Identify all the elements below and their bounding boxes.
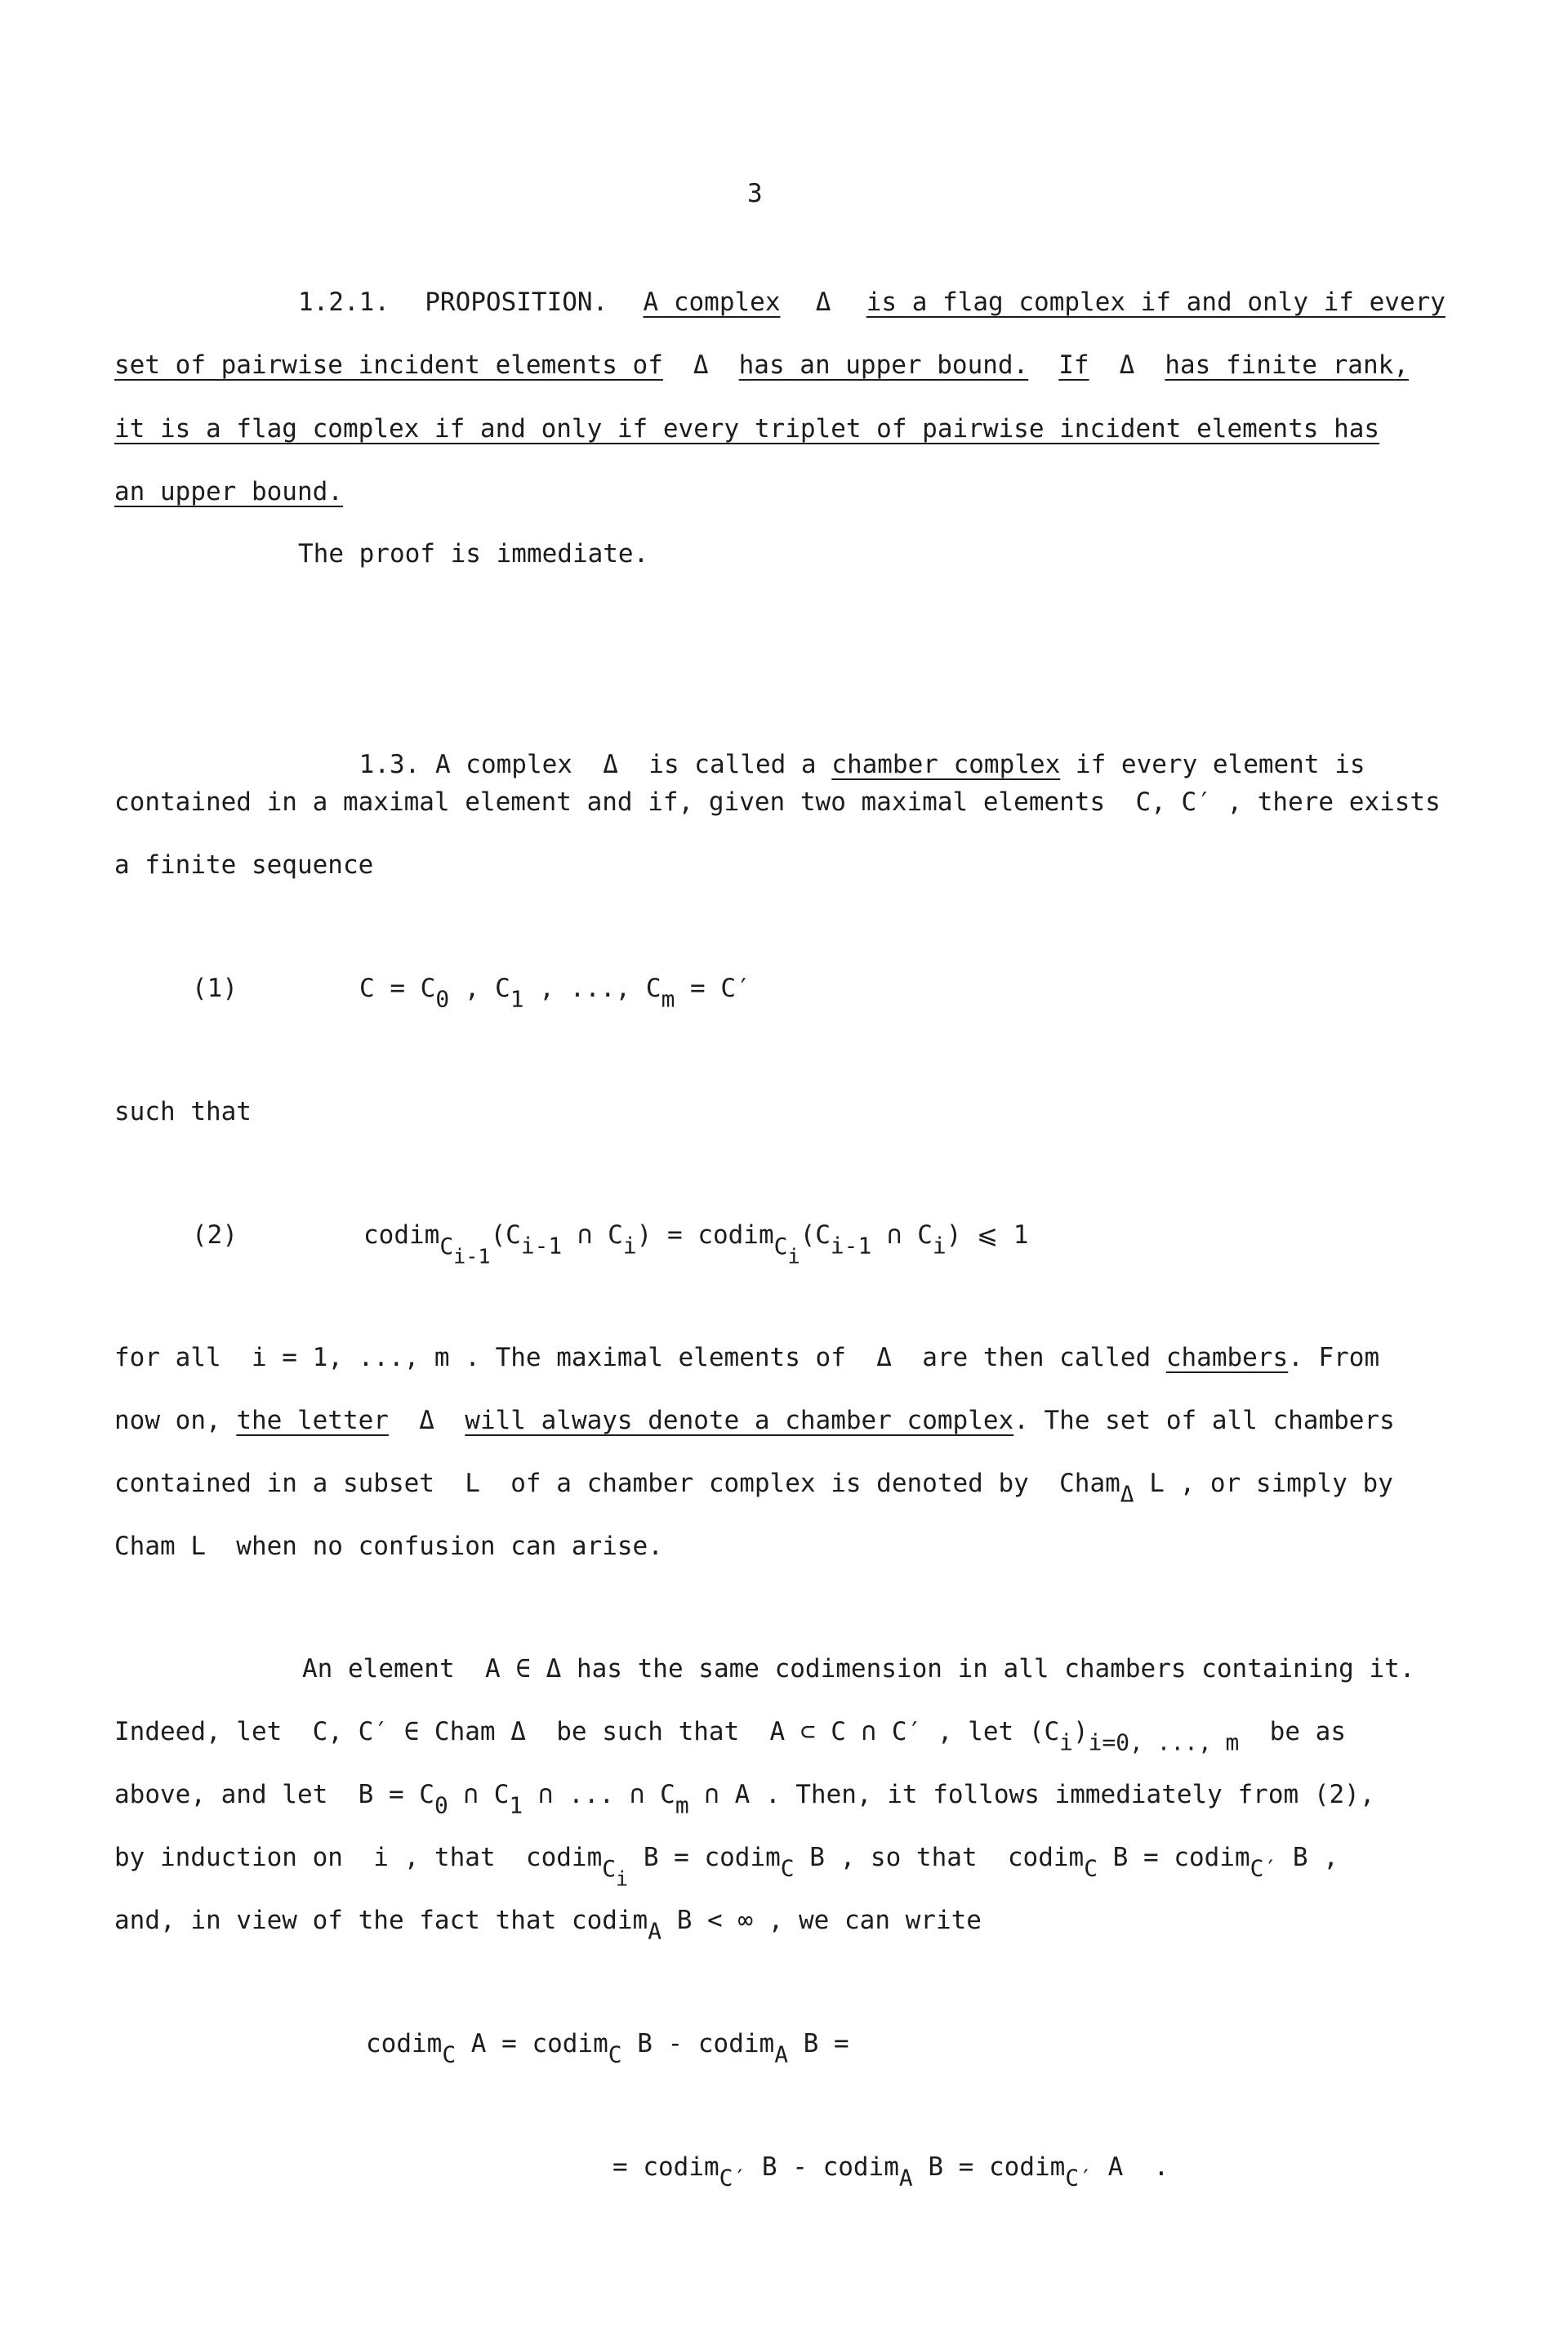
proposition-text: has an upper bound. — [738, 350, 1029, 380]
para3-line-5: and, in view of the fact that codim$_A$ B < ∞ , we can write — [114, 1906, 982, 1945]
para3-line-3: above, and let $B = C_0$ ∩ $C_1$ ∩ ... ∩ $C_m$ ∩ A . Then, it follows immediately from (2), — [114, 1780, 1375, 1819]
proposition-text: If — [1058, 350, 1089, 380]
proposition-line-1 — [298, 290, 1446, 315]
equation-2-label: (2) — [192, 1220, 238, 1250]
para-line-2: now on, the letter Δ will always denote a chamber complex. The set of all chambers — [114, 1406, 1395, 1435]
proof-line: The proof is immediate. — [298, 539, 649, 569]
proposition-text: set of pairwise incident elements of — [114, 350, 663, 380]
proposition-heading: PROPOSITION. — [425, 288, 608, 317]
section-text: is called a — [648, 750, 817, 779]
proposition-line-4: an upper bound. — [114, 477, 343, 506]
delta-symbol: Δ — [546, 1654, 562, 1684]
equation-1: $C = C_0$ , $C_1$ , ..., $C_m = C'$ — [359, 974, 751, 1013]
para-line-1: for all i = 1, ..., m . The maximal elements of Δ are then called chambers. From — [114, 1343, 1380, 1372]
equation-2: $codim_{C_{i-1}}(C_{i-1}$ ∩ $C_i$) = $codim_{C_i}(C_{i-1}$ ∩ $C_i$) ⩽ 1 — [363, 1220, 1029, 1268]
delta-symbol: Δ — [693, 350, 709, 380]
proposition-text: has finite rank, — [1165, 350, 1409, 380]
underlined-text: the letter — [236, 1406, 389, 1435]
delta-symbol: Δ — [603, 750, 618, 779]
para3-line-1: An element A ∈ Δ has the same codimension in all chambers containing it. — [302, 1654, 1415, 1684]
section-text: if every element is — [1075, 750, 1365, 779]
such-that-line: such that — [114, 1097, 252, 1126]
equation-3: codim$_C$ A = codim$_C$ B - codim$_A$ B = — [366, 2029, 849, 2068]
term-chambers: chambers — [1165, 1343, 1289, 1372]
proposition-line-2 — [114, 350, 1409, 380]
para3-line-4: by induction on i , that codim$_{C_i}$ B = codim$_C$ B , so that codim$_C$ B = codim$_{C'}$ B , — [114, 1843, 1339, 1890]
section-1-3-line-3: a finite sequence — [114, 850, 374, 880]
proposition-line-3: it is a flag complex if and only if every triplet of pairwise incident elements has — [114, 414, 1380, 444]
page-number: 3 — [747, 179, 763, 208]
delta-symbol: Δ — [876, 1343, 892, 1372]
para-line-3: contained in a subset L of a chamber complex is denoted by Cham$_\Delta$ L , or simply by — [114, 1469, 1393, 1508]
section-1-3-line-2: contained in a maximal element and if, given two maximal elements C, C′ , there exists — [114, 787, 1441, 817]
underlined-text: will always denote a chamber complex — [465, 1406, 1014, 1435]
delta-symbol: Δ — [419, 1406, 434, 1435]
delta-symbol: Δ — [1120, 1480, 1134, 1508]
equation-4: = codim$_{C'}$ B - codim$_A$ B = codim$_{C'}$ A . — [612, 2152, 1169, 2192]
section-number: 1.3. — [359, 750, 421, 779]
equation-1-label: (1) — [192, 974, 238, 1003]
delta-symbol: Δ — [510, 1717, 526, 1746]
proposition-text: A complex — [643, 288, 781, 317]
delta-symbol: Δ — [815, 288, 831, 317]
para3-line-2: Indeed, let C, C′ ∈ Cham Δ be such that A ⊂ C ∩ C′ , let $(C_i)_{i=0, ..., m}$ be as — [114, 1717, 1347, 1756]
para-line-4: Cham L when no confusion can arise. — [114, 1532, 663, 1561]
delta-symbol: Δ — [1119, 350, 1135, 380]
proposition-text: is a flag complex if and only if every — [866, 288, 1446, 317]
proposition-number: 1.2.1. — [298, 288, 390, 317]
term-chamber-complex: chamber complex — [831, 750, 1061, 779]
section-text: A complex — [434, 750, 572, 779]
